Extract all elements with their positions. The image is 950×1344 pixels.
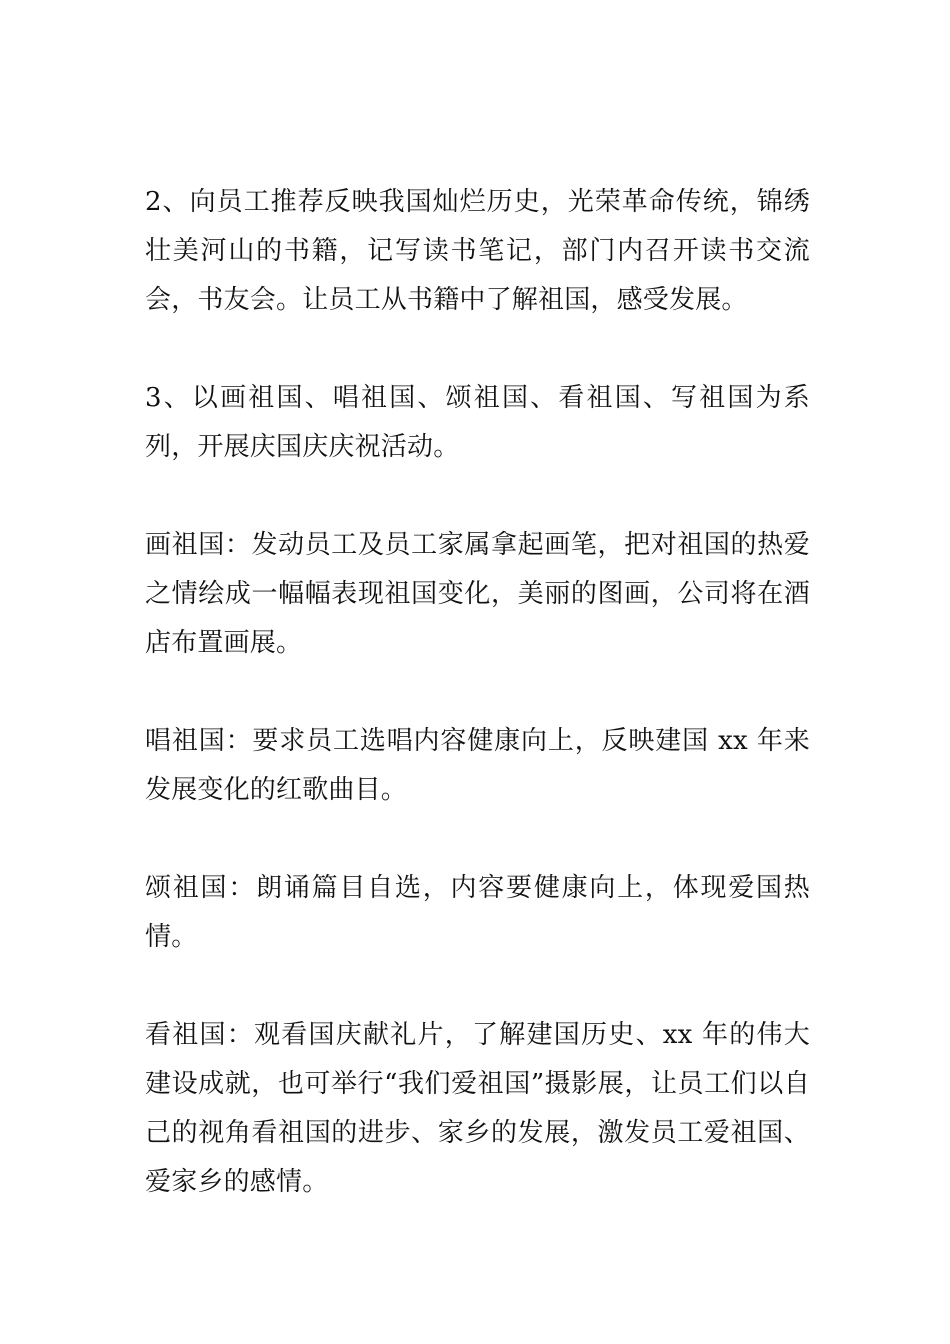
paragraph-reading-recommendation: 2、向员工推荐反映我国灿烂历史，光荣革命传统，锦绣壮美河山的书籍，记写读书笔记，部门内召开读书交流会，书友会。让员工从书籍中了解祖国，感受发展。: [145, 187, 810, 315]
paragraph-sing-motherland: 唱祖国：要求员工选唱内容健康向上，反映建国 xx 年来发展变化的红歌曲目。: [145, 726, 810, 805]
paragraph-celebration-series: 3、以画祖国、唱祖国、颂祖国、看祖国、写祖国为系列，开展庆国庆庆祝活动。: [145, 383, 810, 462]
paragraph-praise-motherland: 颂祖国：朗诵篇目自选，内容要健康向上，体现爱国热情。: [145, 873, 810, 952]
paragraph-watch-motherland: 看祖国：观看国庆献礼片，了解建国历史、xx 年的伟大建设成就，也可举行“我们爱祖国”摄影展，让员工们以自己的视角看祖国的进步、家乡的发展，激发员工爱祖国、爱家乡的感情。: [145, 1020, 810, 1197]
paragraph-draw-motherland: 画祖国：发动员工及员工家属拿起画笔，把对祖国的热爱之情绘成一幅幅表现祖国变化，美丽的图画，公司将在酒店布置画展。: [145, 530, 810, 658]
document-body: [145, 178, 810, 1256]
